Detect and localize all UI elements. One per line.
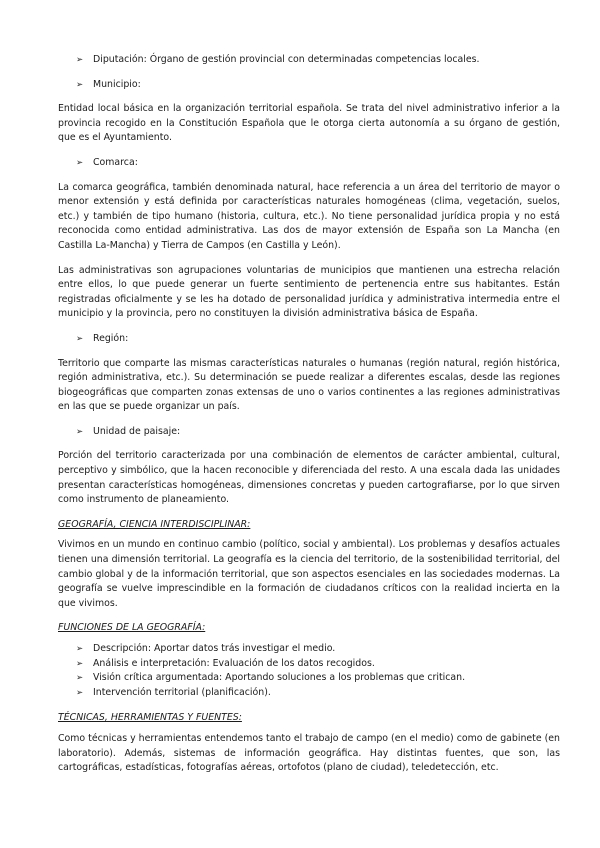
paragraph-geografia: Vivimos en un mundo en continuo cambio (político, social y ambiental). Los problemas y desafíos actuales tienen una dimensión territorial. La geografía es la ciencia del territorio, de la sostenibilidad territorial, del cambio global y de la información territorial, que son aspectos esenciales en las sociedades modernas. La geografía se vuelve imprescindible en la formación de ciudadanos críticos con la realidad incierta en la que vivimos. (58, 539, 560, 609)
bullet-text: Diputación: Órgano de gestión provincial con determinadas competencias locales. (93, 54, 480, 65)
list-item (58, 686, 560, 701)
bullet-text: Región: (93, 332, 129, 344)
heading-geografia: GEOGRAFÍA, CIENCIA INTERDISCIPLINAR: (58, 518, 251, 530)
paragraph-region: Territorio que comparte las mismas características naturales o humanas (región natural, región histórica, región administrativa, etc.). Su determinación se puede realizar a diferentes escalas, desde las regiones biogeográficas que comparten zonas extensas de uno o varios continentes a las regiones administrativas en las que se puede organizar un país. (58, 357, 560, 413)
bullet-text: Unidad de paisaje: (93, 425, 181, 437)
arrow-bullet-icon: ➢ (76, 687, 84, 698)
list-item (58, 657, 560, 672)
list-item-text: Descripción: Aportar datos trás investigar el medio. (93, 643, 336, 654)
list-item (58, 671, 560, 686)
paragraph-comarca-geografica: La comarca geográfica, también denominada natural, hace referencia a un área del territorio de mayor o menor extensión y está definida por características naturales homogéneas (clima, vegetación, suelos, etc.) y también de tipo humano (historia, cultura, etc.). No tiene personalidad jurídica propia y no está reconocida como entidad administrativa. Las dos de mayor extensión de España son La Mancha (en Castilla La-Mancha) y Tierra de Campos (en Castilla y León). (58, 181, 560, 251)
list-item-text: Análisis e interpretación: Evaluación de los datos recogidos. (93, 657, 375, 669)
paragraph-municipio: Entidad local básica en la organización territorial española. Se trata del nivel administrativo inferior a la provincia recogido en la Constitución Española que le otorga cierta autonomía a su órgano de gestión, que es el Ayuntamiento. (58, 103, 560, 144)
arrow-bullet-icon: ➢ (76, 658, 84, 669)
heading-tecnicas: TÉCNICAS, HERRAMIENTAS Y FUENTES: (58, 712, 242, 724)
funciones-list (58, 642, 560, 700)
paragraph-tecnicas: Como técnicas y herramientas entendemos tanto el trabajo de campo (en el medio) como de gabinete (en laboratorio). Además, sistemas de información geográfica. Hay distintas fuentes, que son, las cartográficas, estadísticas, fotografías aéreas, ortofotos (plano de ciudad), teledetección, etc. (58, 732, 560, 774)
paragraph-comarca-administrativa: Las administrativas son agrupaciones voluntarias de municipios que mantienen una estrecha relación entre ellos, lo que puede generar un fuerte sentimiento de pertenencia entre sus habitantes. Están registradas oficialmente y se les ha dotado de personalidad jurídica y administrativa intermedia entre el municipio y la provincia, pero no constituyen la división administrativa básica de España. (58, 264, 560, 320)
paragraph-unidad-paisaje: Porción del territorio caracterizada por una combinación de elementos de carácter ambiental, cultural, perceptivo y simbólico, que la hacen reconocible y diferenciada del resto. A una escala dada las unidades presentan características homogéneas, dimensiones concretas y pueden cartografiarse, por lo que sirven como instrumento de planeamiento. (58, 450, 560, 506)
bullet-region (58, 332, 560, 347)
bullet-unidad-paisaje (58, 425, 560, 440)
arrow-bullet-icon: ➢ (76, 426, 84, 437)
arrow-bullet-icon: ➢ (76, 644, 84, 654)
bullet-diputacion (58, 53, 560, 68)
bullet-comarca (58, 156, 560, 171)
heading-funciones: FUNCIONES DE LA GEOGRAFÍA: (58, 622, 206, 634)
arrow-bullet-icon: ➢ (76, 673, 84, 684)
bullet-municipio (58, 78, 560, 93)
arrow-bullet-icon: ➢ (76, 79, 84, 90)
list-item (58, 642, 560, 657)
arrow-bullet-icon: ➢ (76, 55, 84, 65)
bullet-text: Comarca: (93, 156, 138, 168)
arrow-bullet-icon: ➢ (76, 333, 84, 344)
list-item-text: Visión crítica argumentada: Aportando soluciones a los problemas que critican. (93, 672, 466, 684)
arrow-bullet-icon: ➢ (76, 157, 84, 168)
bullet-text: Municipio: (93, 78, 141, 90)
list-item-text: Intervención territorial (planificación). (93, 686, 271, 698)
